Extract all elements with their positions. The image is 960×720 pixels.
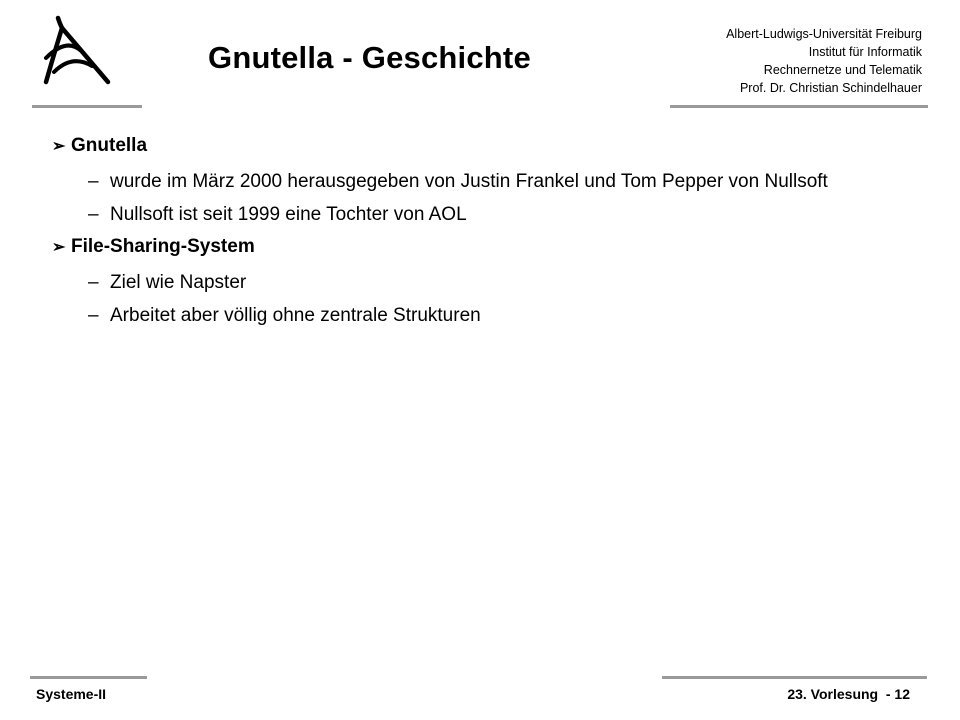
arrow-bullet-icon: ➢	[52, 138, 66, 155]
sub-item	[88, 169, 912, 194]
sub-item-text: Arbeitet aber völlig ohne zentrale Strukturen	[110, 305, 481, 326]
footer-course: Systeme-II	[36, 686, 107, 702]
affiliation-department: Rechnernetze und Telematik	[763, 63, 922, 77]
dash-icon: –	[88, 305, 99, 326]
slide-content	[52, 134, 912, 328]
affiliation-block	[726, 25, 922, 97]
footer-lecture-page: 23. Vorlesung - 12	[787, 686, 910, 702]
sub-item-text: wurde im März 2000 herausgegeben von Justin Frankel und Tom Pepper von Nullsoft	[110, 171, 828, 192]
affiliation-professor: Prof. Dr. Christian Schindelhauer	[739, 81, 922, 95]
header-rule-right	[670, 105, 928, 108]
affiliation-university: Albert-Ludwigs-Universität Freiburg	[726, 27, 922, 41]
footer-rule-left	[30, 676, 147, 679]
sub-item-text: Ziel wie Napster	[110, 272, 247, 293]
header-rule-left	[32, 105, 142, 108]
sub-item	[88, 303, 912, 328]
bullet-label: File-Sharing-System	[71, 236, 255, 257]
slide-title: Gnutella - Geschichte	[208, 40, 531, 75]
sub-item-text: Nullsoft ist seit 1999 eine Tochter von AOL	[110, 204, 467, 225]
footer-rule-right	[662, 676, 927, 679]
dash-icon: –	[88, 171, 99, 192]
university-logo	[36, 14, 116, 90]
bullet-label: Gnutella	[71, 135, 148, 156]
affiliation-institute: Institut für Informatik	[808, 45, 922, 59]
arrow-bullet-icon: ➢	[52, 239, 66, 256]
sub-item	[88, 202, 912, 227]
bullet-file-sharing	[52, 235, 912, 260]
dash-icon: –	[88, 272, 99, 293]
bullet-gnutella	[52, 134, 912, 159]
dash-icon: –	[88, 204, 99, 225]
sub-item	[88, 270, 912, 295]
